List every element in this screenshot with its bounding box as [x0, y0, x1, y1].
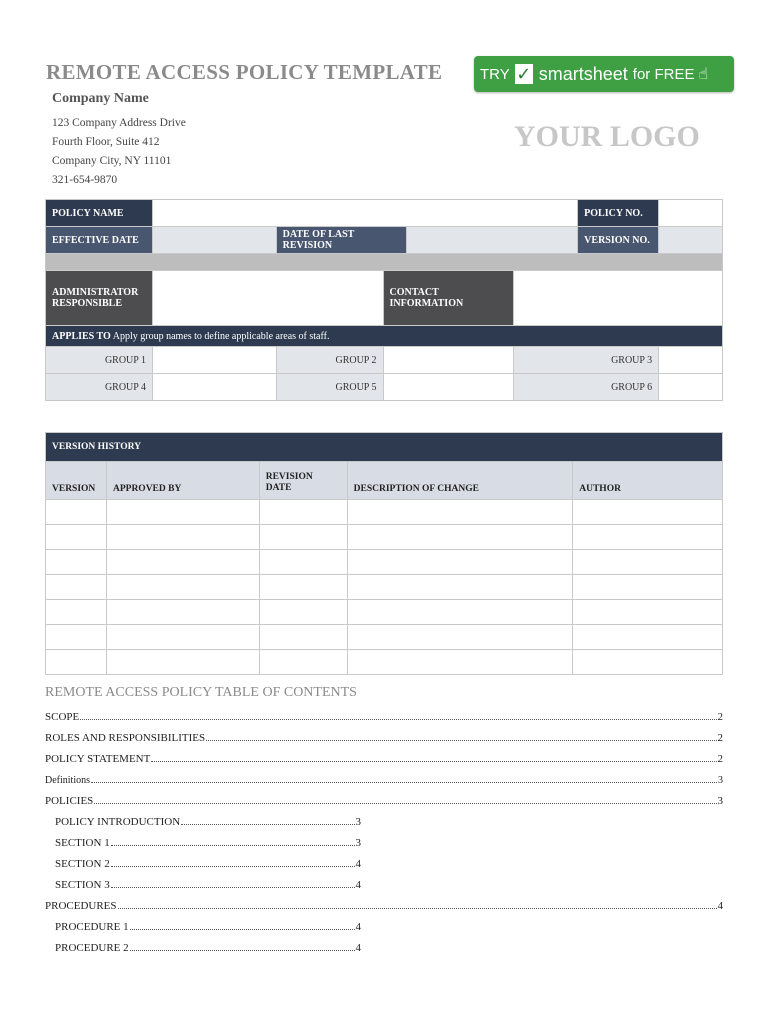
dot-leader [206, 740, 716, 741]
smartsheet-brand: smartsheet [538, 63, 628, 84]
date-last-revision-field[interactable] [407, 227, 578, 254]
toc-entry-label: SCOPE [45, 711, 80, 723]
dot-leader [118, 908, 717, 909]
date-last-revision-label: DATE OF LAST REVISION [276, 227, 407, 254]
phone-number: 321-654-9870 [52, 174, 118, 186]
toc-entry[interactable] [55, 940, 361, 954]
table-cell[interactable] [347, 575, 573, 600]
toc-entry[interactable] [45, 793, 723, 807]
version-history-table [45, 432, 723, 675]
toc-entry-label: POLICY INTRODUCTION [55, 816, 181, 828]
group-label: GROUP 1 [46, 347, 153, 374]
company-name: Company Name [52, 91, 149, 106]
table-cell[interactable] [259, 575, 347, 600]
toc-entry-page: 4 [355, 921, 361, 933]
toc-entry-page: 4 [355, 858, 361, 870]
table-cell[interactable] [259, 525, 347, 550]
effective-date-field[interactable] [152, 227, 276, 254]
logo-placeholder: YOUR LOGO [514, 120, 700, 153]
group-label: GROUP 3 [514, 347, 659, 374]
checkmark-icon: ✓ [516, 63, 532, 84]
table-cell[interactable] [573, 500, 723, 525]
table-cell[interactable] [46, 500, 107, 525]
table-row [46, 500, 723, 525]
table-row [46, 525, 723, 550]
column-header: REVISION DATE [259, 462, 347, 500]
toc-entry-label: POLICY STATEMENT [45, 753, 151, 765]
effective-date-label: EFFECTIVE DATE [46, 227, 153, 254]
toc-title: REMOTE ACCESS POLICY TABLE OF CONTENTS [45, 685, 357, 700]
page-title: REMOTE ACCESS POLICY TEMPLATE [46, 60, 443, 84]
table-cell[interactable] [347, 500, 573, 525]
toc-entry[interactable] [45, 772, 723, 786]
dot-leader [91, 782, 717, 783]
try-label: TRY [480, 65, 510, 83]
toc-entry-label: PROCEDURE 1 [55, 921, 129, 933]
table-cell[interactable] [573, 550, 723, 575]
table-cell[interactable] [573, 600, 723, 625]
policy-no-field[interactable] [659, 200, 723, 227]
table-cell[interactable] [46, 625, 107, 650]
table-cell[interactable] [106, 575, 259, 600]
table-cell[interactable] [106, 650, 259, 675]
dot-leader [111, 866, 355, 867]
for-free-label: for FREE [632, 65, 695, 83]
dot-leader [80, 719, 716, 720]
table-cell[interactable] [46, 525, 107, 550]
table-cell[interactable] [347, 650, 573, 675]
group-field[interactable] [152, 374, 276, 401]
toc-entry-label: SECTION 2 [55, 858, 110, 870]
table-cell[interactable] [347, 525, 573, 550]
toc-entry-label: SECTION 1 [55, 837, 110, 849]
dot-leader [130, 929, 355, 930]
applies-to-text: Apply group names to define applicable areas of staff. [112, 330, 330, 342]
pointer-hand-icon: ☝ [698, 66, 709, 83]
dot-leader [130, 950, 355, 951]
table-cell[interactable] [259, 625, 347, 650]
table-cell[interactable] [106, 550, 259, 575]
dot-leader [111, 887, 355, 888]
version-history-title: VERSION HISTORY [46, 433, 723, 462]
contact-info-field[interactable] [514, 271, 723, 326]
table-cell[interactable] [573, 525, 723, 550]
table-cell[interactable] [106, 500, 259, 525]
toc-entry-page: 3 [718, 775, 723, 786]
group-field[interactable] [152, 347, 276, 374]
toc-entry[interactable] [45, 751, 723, 765]
table-cell[interactable] [259, 650, 347, 675]
policy-name-label: POLICY NAME [46, 200, 153, 227]
toc-entry-label: PROCEDURE 2 [55, 942, 129, 954]
contact-info-label: CONTACT INFORMATION [383, 271, 514, 326]
toc-entry-label: Definitions [45, 775, 90, 786]
toc-entry[interactable] [45, 730, 723, 744]
address-line: 123 Company Address Drive [52, 117, 186, 129]
table-cell[interactable] [259, 550, 347, 575]
table-cell[interactable] [259, 500, 347, 525]
table-row [46, 600, 723, 625]
table-cell[interactable] [347, 600, 573, 625]
table-cell[interactable] [106, 600, 259, 625]
toc-entry-page: 3 [355, 837, 361, 849]
table-cell[interactable] [106, 525, 259, 550]
group-label: GROUP 2 [276, 347, 383, 374]
table-cell[interactable] [46, 550, 107, 575]
toc-entry-label: ROLES AND RESPONSIBILITIES [45, 732, 206, 744]
toc-entry-page: 4 [717, 900, 723, 912]
toc-entry[interactable] [55, 877, 361, 891]
toc-entry-page: 4 [355, 879, 361, 891]
version-no-field[interactable] [659, 227, 723, 254]
policy-no-label: POLICY NO. [578, 200, 659, 227]
table-row [46, 650, 723, 675]
table-row [46, 625, 723, 650]
toc-entry[interactable] [45, 709, 723, 723]
toc-entry-page: 3 [355, 816, 361, 828]
dot-leader [181, 824, 354, 825]
column-header: VERSION [46, 462, 107, 500]
toc-entry-label: PROCEDURES [45, 900, 117, 912]
table-cell[interactable] [106, 625, 259, 650]
administrator-label: ADMINISTRATOR RESPONSIBLE [46, 271, 153, 326]
toc-entry-page: 2 [717, 753, 723, 765]
toc-entry[interactable] [55, 919, 361, 933]
toc-entry-page: 4 [355, 942, 361, 954]
group-field[interactable] [659, 347, 723, 374]
toc-entry-page: 2 [717, 732, 723, 744]
dot-leader [111, 845, 355, 846]
toc-entry-label: SECTION 3 [55, 879, 110, 891]
group-field[interactable] [383, 347, 514, 374]
table-cell[interactable] [573, 575, 723, 600]
group-label: GROUP 4 [46, 374, 153, 401]
table-cell[interactable] [573, 650, 723, 675]
toc-entry-page: 2 [717, 711, 723, 723]
column-header: DESCRIPTION OF CHANGE [347, 462, 573, 500]
toc-entry[interactable] [55, 856, 361, 870]
table-row [46, 575, 723, 600]
dot-leader [94, 803, 716, 804]
table-cell[interactable] [46, 650, 107, 675]
applies-to-label: APPLIES TO [52, 330, 111, 342]
toc-entry[interactable] [45, 898, 723, 912]
policy-info-table [45, 199, 723, 401]
toc-entry-label: POLICIES [45, 795, 94, 807]
smartsheet-try-free-button[interactable] [474, 56, 734, 92]
table-cell[interactable] [46, 575, 107, 600]
table-cell[interactable] [259, 600, 347, 625]
table-row [46, 550, 723, 575]
table-cell[interactable] [573, 625, 723, 650]
toc-entry-page: 3 [717, 795, 723, 807]
address-line: Fourth Floor, Suite 412 [52, 136, 160, 148]
toc-entry[interactable] [55, 835, 361, 849]
toc-entry[interactable] [55, 814, 361, 828]
column-header: AUTHOR [573, 462, 723, 500]
divider-bar [46, 254, 723, 271]
version-no-label: VERSION NO. [578, 227, 659, 254]
group-field[interactable] [383, 374, 514, 401]
dot-leader [151, 761, 716, 762]
group-label: GROUP 5 [276, 374, 383, 401]
group-label: GROUP 6 [514, 374, 659, 401]
table-cell[interactable] [347, 550, 573, 575]
table-cell[interactable] [347, 625, 573, 650]
group-field[interactable] [659, 374, 723, 401]
policy-name-field[interactable] [152, 200, 577, 227]
table-cell[interactable] [46, 600, 107, 625]
administrator-field[interactable] [152, 271, 383, 326]
column-header: APPROVED BY [106, 462, 259, 500]
applies-to-bar [46, 326, 723, 347]
address-line: Company City, NY 11101 [52, 155, 172, 167]
